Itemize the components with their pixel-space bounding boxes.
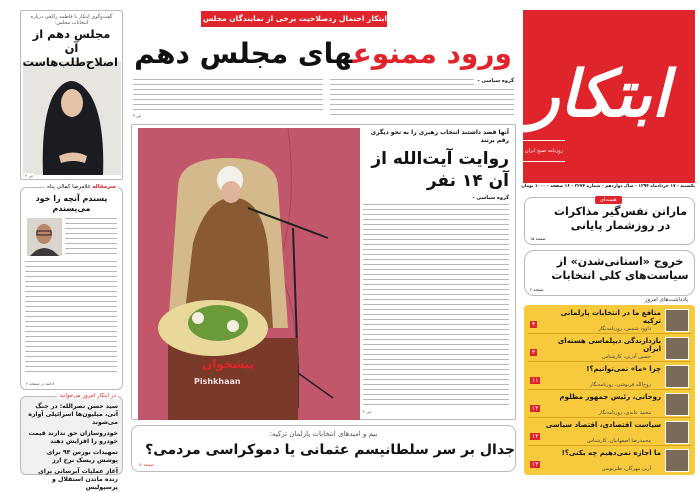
turkey-headline: جدال بر سر سلطانیسم عثمانی یا دموکراسی مردمی؟ — [145, 442, 515, 458]
elections-policy-more: صفحه ۲ — [530, 287, 544, 292]
elections-policy-headline: خروج «استانی‌شدن» از سیاست‌های کلی انتخابات — [551, 255, 689, 282]
note-author: آرین مهرگان، طنزنویس — [601, 466, 651, 472]
photo-watermark-logo: پیشخوان — [202, 357, 255, 371]
note-author: محمدرضا اصفهانیان، کارشناس — [586, 438, 651, 444]
must-read-item[interactable]: تمهیدات بورس ۹۴ برای پوشش ریسک نرخ ارز — [46, 449, 118, 464]
note-author: حسین آذرنی، کارشناس — [602, 354, 651, 360]
editorial-author-photo — [27, 218, 62, 256]
note-page: ۴ — [532, 349, 536, 356]
lead-intro-label: گروه سیاسی - — [477, 78, 514, 84]
feature-more: ص ۲ — [363, 409, 372, 414]
note-item[interactable] — [528, 447, 691, 474]
feature-kicker: آنها قصد داشتند انتخاب رهبری را به نحو دیگری رقم بزنند — [370, 129, 509, 144]
lead-headline-black: های مجلس دهم — [134, 37, 353, 70]
author-photo — [665, 309, 689, 332]
feature-body-label: گروه سیاسی - — [472, 195, 509, 201]
lead-intro-text — [330, 89, 514, 119]
nuclear-more: صفحه ۱۵ — [530, 236, 546, 241]
note-author: داوود شمس، روزنامه‌نگار — [598, 326, 651, 332]
note-page: ۱۲ — [532, 405, 539, 412]
lead-more: ص ۳ — [133, 113, 142, 118]
interview-kicker: گفت‌وگوی ابتکار با فاطمه راکعی درباره انتخابات مجلس: — [30, 14, 113, 26]
feature-body-text — [363, 204, 509, 407]
note-title: سیاست اقتصادی، اقتصاد سیاسی — [545, 421, 661, 429]
turkey-more: صفحه ۱۴ — [138, 462, 154, 467]
nuclear-badge: هسته‌ای — [595, 196, 622, 204]
lead-headline[interactable] — [132, 33, 514, 75]
must-read-item[interactable]: خودروسازان حق ندارند قیمت خودرو را افزایش دهند — [28, 430, 118, 445]
photo-credit: Pishkhaan — [194, 377, 241, 386]
feature-headline: روایت آیت‌الله از آن ۱۴ نفر — [371, 149, 509, 191]
lead-intro-text — [133, 79, 323, 112]
note-item[interactable] — [528, 391, 691, 418]
author-photo — [665, 421, 689, 444]
note-page: ۱۲ — [532, 433, 539, 440]
elections-policy-box[interactable] — [524, 250, 695, 296]
interview-box[interactable] — [20, 10, 123, 180]
note-item[interactable] — [528, 307, 691, 334]
turkey-box[interactable] — [131, 425, 516, 472]
feature-box[interactable] — [131, 124, 516, 420]
lead-intro-text — [330, 79, 474, 87]
notes-label: یادداشت‌های امروز — [644, 297, 688, 303]
masthead-logo[interactable] — [523, 10, 695, 183]
must-read-label: در ابتکار امروز می‌خوانید — [59, 393, 116, 399]
editorial-body-text — [65, 218, 117, 258]
feature-photo — [138, 128, 360, 420]
must-read-box[interactable] — [20, 393, 123, 491]
note-title: روحانی، رئیس جمهور مظلوم — [559, 393, 661, 401]
note-page: ۱۳ — [532, 461, 539, 468]
lead-headline-red: ورود ممنوع — [352, 37, 512, 70]
nuclear-box[interactable] — [524, 197, 695, 245]
editorial-author: غلامرضا کمالی پناه — [47, 184, 91, 190]
lead-kicker: ابتکار احتمال ردصلاحیت برخی از نمایندگان مجلس را بررسی می کند: — [201, 11, 387, 27]
editorial-more: ادامه در صفحه ۲ — [26, 381, 55, 386]
editorial-label: سرمقاله — [92, 184, 116, 190]
editorial-box[interactable] — [20, 184, 123, 390]
must-read-item[interactable]: آغاز عملیات آبرسانی برای زنده ماندن استقلال و پرسپولیس — [38, 468, 118, 491]
note-page: ۱۱ — [532, 377, 539, 384]
nuclear-headline: ماراتن نفس‌گیر مذاکرات در روزشمار پایانی — [553, 205, 688, 232]
editorial-body-text — [25, 261, 117, 376]
editorial-headline: پسندم آنچه را خود می‌پسندم — [35, 194, 108, 213]
interview-photo — [23, 61, 121, 175]
note-author: محمد عابدی، روزنامه‌نگار — [598, 410, 651, 416]
dateline: یکشنبه - ۱۷ خردادماه ۱۳۹۴ - سال دوازدهم - شماره ۳۲۷۴ - ۱۶ صفحه - ۱۰۰۰ تومان — [521, 184, 695, 189]
interview-more: ص ۳ — [25, 173, 34, 178]
note-title: بازدارندگی دیپلماسی هسته‌ای ایران — [557, 337, 661, 353]
note-item[interactable] — [528, 363, 691, 390]
author-photo — [665, 365, 689, 388]
feature-text-column — [363, 129, 509, 415]
note-item[interactable] — [528, 335, 691, 362]
note-page: ۴ — [532, 321, 536, 328]
logo-subtitle: روزنامه صبح ایران — [523, 140, 565, 162]
note-title: منافع ما در انتخابات پارلمانی ترکیه — [560, 309, 661, 325]
author-photo — [665, 393, 689, 416]
interview-headline: مجلس دهم از آن اصلاح‌طلب‌هاست — [22, 27, 118, 69]
logo-text: ابتکار — [528, 57, 670, 132]
note-item[interactable] — [528, 419, 691, 446]
note-author: روح‌الله فرنوشی، روزنامه‌نگار — [589, 382, 651, 388]
note-title: چرا «ما» نمی‌توانیم؟! — [586, 365, 661, 373]
must-read-item[interactable]: سید حسن نصرالله: در جنگ آتی، میلیون‌ها اسرائیلی آواره می‌شوند — [28, 403, 118, 426]
author-photo — [665, 449, 689, 472]
turkey-kicker: بیم و امیدهای انتخابات پارلمان ترکیه: — [269, 430, 378, 438]
notes-box — [524, 305, 695, 475]
author-photo — [665, 337, 689, 360]
note-title: ما اجازه نمی‌دهیم چه بکنی؟! — [561, 449, 661, 457]
